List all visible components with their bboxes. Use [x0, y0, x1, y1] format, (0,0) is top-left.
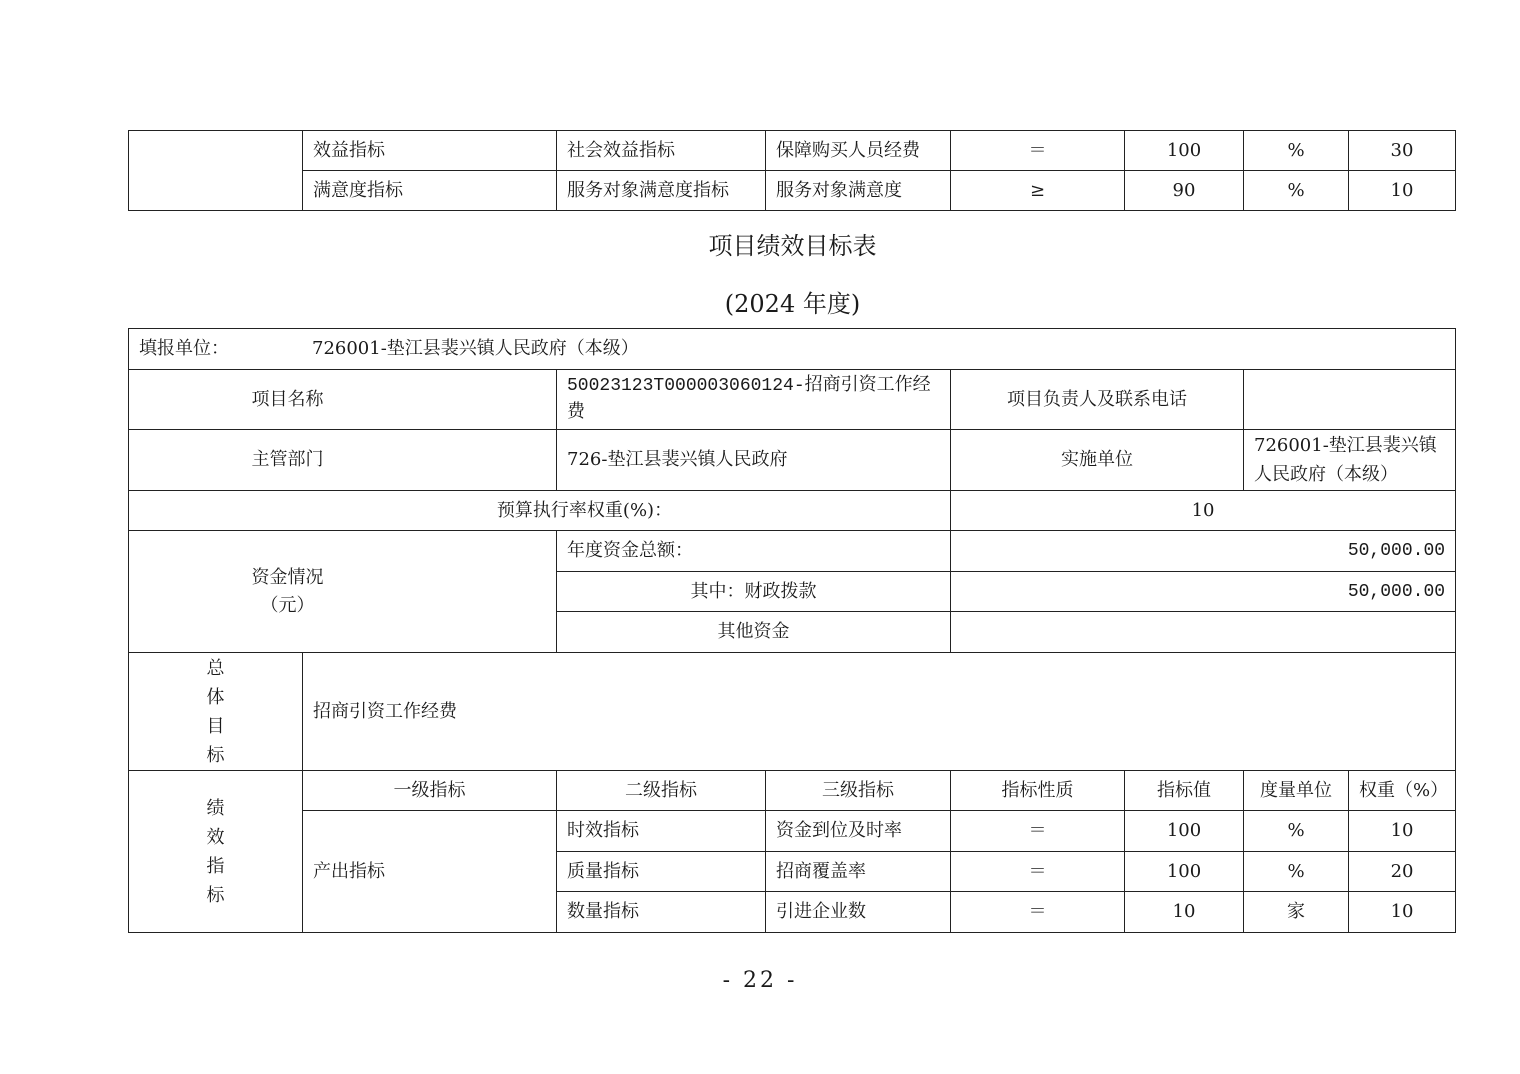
unit-cell: 家 [1244, 892, 1349, 933]
contact-label: 项目负责人及联系电话 [951, 370, 1244, 430]
level2-cell: 社会效益指标 [557, 131, 766, 171]
weight-cell: 20 [1349, 852, 1456, 892]
other-funds-label: 其他资金 [557, 612, 951, 653]
fiscal-funds-label: 其中：财政拨款 [557, 572, 951, 612]
overall-goal-char: 体 [206, 686, 225, 708]
level1-cell: 效益指标 [303, 131, 557, 171]
level3-cell: 引进企业数 [766, 892, 951, 933]
table-row [129, 329, 1456, 370]
level3-cell: 资金到位及时率 [766, 811, 951, 852]
level2-cell: 服务对象满意度指标 [557, 171, 766, 211]
performance-target-table [128, 328, 1456, 933]
unit-cell: % [1244, 811, 1349, 852]
indicator-label-char: 标 [206, 884, 225, 906]
reporting-unit-value: 726001-垫江县裴兴镇人民政府（本级） [312, 338, 639, 359]
empty-cell [129, 131, 303, 211]
header-level2: 二级指标 [557, 771, 766, 811]
overall-goal-char: 总 [206, 657, 225, 679]
value-cell: 100 [1125, 131, 1244, 171]
level2-cell: 质量指标 [557, 852, 766, 892]
nature-cell: ＝ [951, 892, 1125, 933]
table-row [129, 771, 1456, 811]
value-cell: 100 [1125, 852, 1244, 892]
level2-cell: 数量指标 [557, 892, 766, 933]
table-row [129, 491, 1456, 531]
weight-cell: 10 [1349, 892, 1456, 933]
nature-cell: ＝ [951, 131, 1125, 171]
indicator-label-char: 指 [206, 855, 225, 877]
dept-value: 726-垫江县裴兴镇人民政府 [557, 430, 951, 491]
weight-cell: 10 [1349, 811, 1456, 852]
total-funds-value: 50,000.00 [951, 531, 1456, 572]
dept-label: 主管部门 [129, 430, 557, 491]
level2-cell: 时效指标 [557, 811, 766, 852]
indicator-label-char: 效 [206, 826, 225, 848]
level3-cell: 服务对象满意度 [766, 171, 951, 211]
fiscal-funds-value: 50,000.00 [951, 572, 1456, 612]
contact-value [1244, 370, 1456, 430]
indicator-label-char: 绩 [206, 797, 225, 819]
budget-weight-label: 预算执行率权重(%)： [129, 491, 951, 531]
table-row [129, 811, 1456, 852]
nature-cell: ＝ [951, 852, 1125, 892]
document-title: 项目绩效目标表 [708, 232, 877, 260]
weight-cell: 10 [1349, 171, 1456, 211]
table-row [129, 531, 1456, 572]
weight-cell: 30 [1349, 131, 1456, 171]
header-unit: 度量单位 [1244, 771, 1349, 811]
other-funds-value [951, 612, 1456, 653]
table-row [129, 370, 1456, 430]
project-name-label: 项目名称 [129, 370, 557, 430]
header-nature: 指标性质 [951, 771, 1125, 811]
header-weight: 权重（%） [1349, 771, 1456, 811]
table-row [129, 653, 1456, 771]
document-year: (2024 年度) [724, 290, 861, 318]
impl-unit-label: 实施单位 [951, 430, 1244, 491]
value-cell: 10 [1125, 892, 1244, 933]
header-value: 指标值 [1125, 771, 1244, 811]
value-cell: 90 [1125, 171, 1244, 211]
output-indicator-cell: 产出指标 [303, 811, 557, 933]
overall-goal-char: 目 [206, 715, 225, 737]
overall-goal-label [129, 653, 303, 771]
funds-label-line1: 资金情况 [251, 566, 324, 588]
performance-indicator-label [129, 771, 303, 933]
overall-goal-char: 标 [206, 744, 225, 766]
unit-cell: % [1244, 171, 1349, 211]
total-funds-label: 年度资金总额： [557, 531, 951, 572]
project-name-value: 50023123T000003060124-招商引资工作经费 [557, 370, 951, 430]
nature-cell: ＝ [951, 811, 1125, 852]
value-cell: 100 [1125, 811, 1244, 852]
overall-goal-value: 招商引资工作经费 [303, 653, 1456, 771]
table-row [129, 171, 1456, 211]
reporting-unit-label: 填报单位： [139, 338, 229, 359]
unit-cell: % [1244, 852, 1349, 892]
nature-cell: ≥ [951, 171, 1125, 211]
reporting-unit-cell [129, 329, 1456, 370]
level1-cell: 满意度指标 [303, 171, 557, 211]
header-level3: 三级指标 [766, 771, 951, 811]
table-row [129, 131, 1456, 171]
header-level1: 一级指标 [303, 771, 557, 811]
table-row [129, 430, 1456, 491]
funds-label-line2: （元） [260, 594, 315, 616]
level3-cell: 招商覆盖率 [766, 852, 951, 892]
unit-cell: % [1244, 131, 1349, 171]
budget-weight-value: 10 [951, 491, 1456, 531]
funds-label [129, 531, 557, 653]
continued-indicator-table [128, 130, 1456, 211]
page-number: - 22 - [722, 968, 798, 993]
level3-cell: 保障购买人员经费 [766, 131, 951, 171]
impl-unit-value: 726001-垫江县裴兴镇人民政府（本级） [1244, 430, 1456, 491]
